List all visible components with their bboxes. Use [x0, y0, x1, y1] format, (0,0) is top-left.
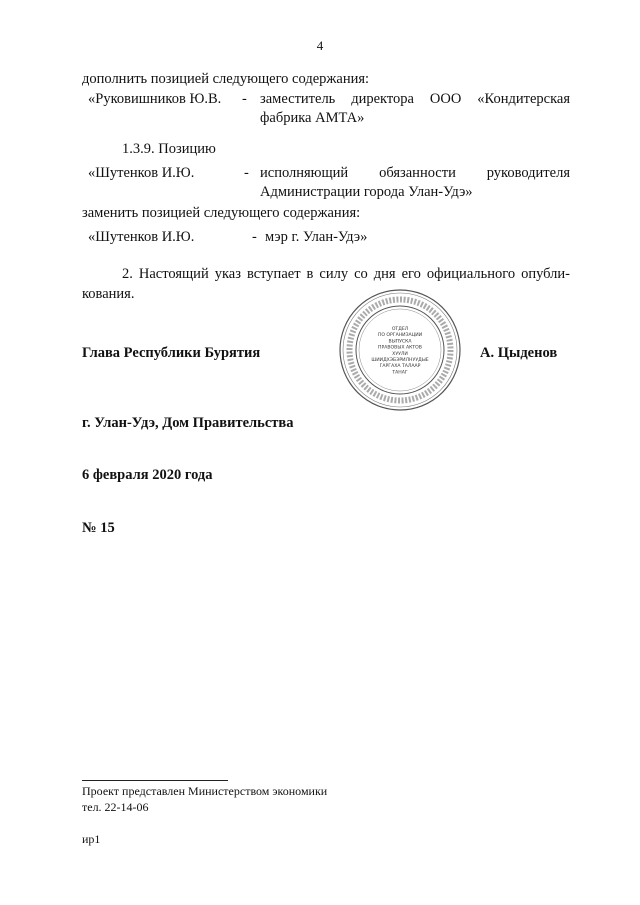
entry2-name: «Шутенков И.Ю.	[88, 165, 195, 181]
footnote-line2: тел. 22-14-06	[82, 800, 149, 814]
initials: ир1	[82, 832, 101, 846]
entry1-desc-line1: заместитель директора ООО «Кондитерская	[260, 91, 570, 107]
page-number: 4	[316, 38, 324, 53]
seal-inner-line: ХУУЛИ	[392, 351, 408, 357]
seal-inner-line: ПРАВОВЫХ АКТОВ	[378, 345, 422, 351]
seal-inner-line: ТАНАГ	[392, 370, 408, 376]
entry3-desc: мэр г. Улан-Удэ»	[265, 229, 368, 245]
entry2-desc-line2: Администрации города Улан-Удэ»	[260, 184, 473, 200]
clause-label: 1.3.9. Позицию	[122, 141, 216, 157]
entry1-name: «Руковишников Ю.В.	[88, 91, 222, 107]
entry3-name: «Шутенков И.Ю.	[88, 229, 195, 245]
date-line: 6 февраля 2020 года	[82, 467, 213, 483]
entry3-dash: -	[252, 229, 257, 245]
intro-line: дополнить позицией следующего содержания:	[82, 71, 370, 87]
signature-position: Глава Республики Бурятия	[82, 345, 261, 361]
seal-inner-line: ГАРГАХА ТАЛААР	[379, 364, 421, 370]
footnote-rule	[82, 780, 228, 781]
seal-inner-line: ШИИДХЭБЭРИЛНУУДЫЕ	[371, 358, 429, 363]
seal-inner-line: ВЫПУСКА	[388, 339, 412, 345]
footnote-line1: Проект представлен Министерством экономики	[82, 784, 328, 798]
seal-inner-line: ОТДЕЛ	[391, 327, 409, 332]
seal-inner-line: ПО ОРГАНИЗАЦИИ	[377, 333, 423, 339]
entry2-desc-line1: исполняющий обязанности руководителя	[260, 165, 570, 181]
signature-name: А. Цыденов	[480, 345, 558, 361]
entry2-dash: -	[244, 165, 249, 181]
replace-line: заменить позицией следующего содержания:	[82, 205, 361, 221]
official-seal-stamp	[338, 288, 462, 412]
paragraph2-line2: кования.	[82, 286, 135, 302]
document-number: № 15	[82, 520, 115, 536]
place-line: г. Улан-Удэ, Дом Правительства	[82, 415, 294, 431]
entry1-dash: -	[242, 91, 247, 107]
entry1-desc-line2: фабрика АМТА»	[260, 110, 365, 126]
paragraph2-line1: 2. Настоящий указ вступает в силу со дня его официального опубли-	[122, 266, 570, 282]
